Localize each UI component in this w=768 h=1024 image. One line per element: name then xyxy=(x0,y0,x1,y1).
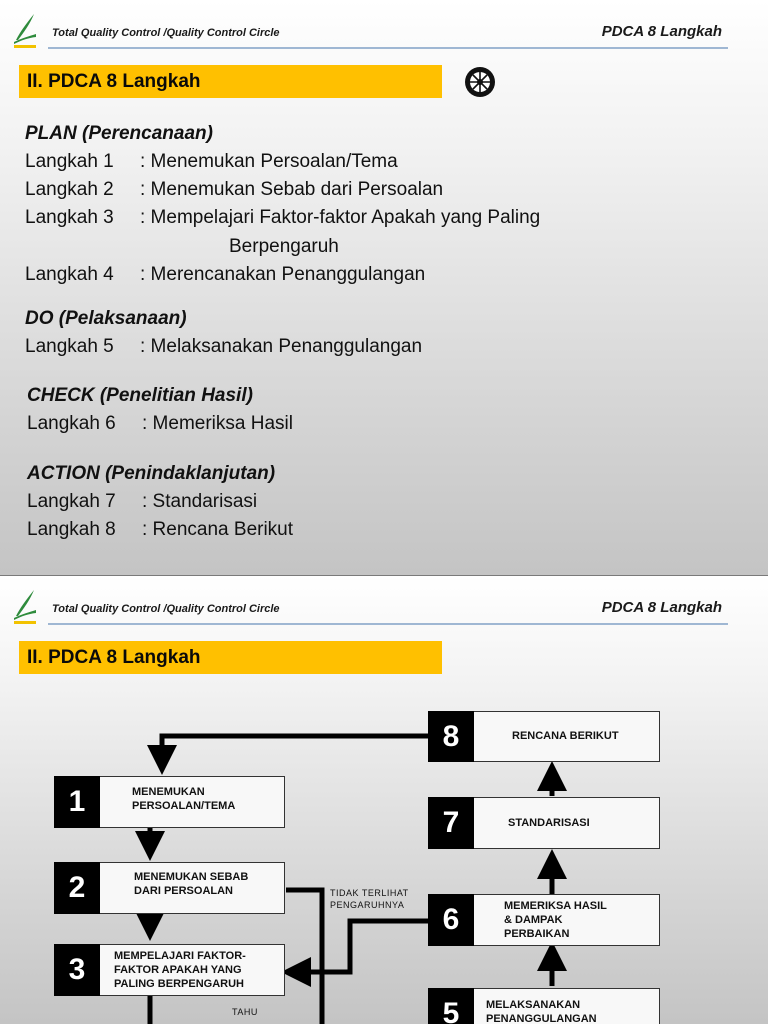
step-number-7: 7 xyxy=(428,797,474,849)
step-2 xyxy=(25,179,443,201)
step-label: Langkah 5 xyxy=(25,336,114,357)
header-divider xyxy=(48,47,728,49)
step-box-3-text: MEMPELAJARI FAKTOR- FAKTOR APAKAH YANG PALING BERPENGARUH xyxy=(114,950,246,990)
connector-2-right xyxy=(286,890,322,1024)
step-3 xyxy=(25,207,540,229)
header-left-title: Total Quality Control /Quality Control Circle xyxy=(52,603,280,615)
section-title: II. PDCA 8 Langkah xyxy=(19,641,442,674)
step-5 xyxy=(25,336,422,358)
step-4 xyxy=(25,264,425,286)
check-heading: CHECK (Penelitian Hasil) xyxy=(27,385,253,406)
step-7 xyxy=(27,491,257,513)
step-text: : Menemukan Sebab dari Persoalan xyxy=(140,179,444,200)
step-6 xyxy=(27,413,293,435)
arrow-8-to-1 xyxy=(162,736,430,760)
step-number-3: 3 xyxy=(54,944,100,996)
step-text: : Merencanakan Penanggulangan xyxy=(140,264,426,285)
company-logo-icon xyxy=(10,10,40,52)
step-box-8-text: RENCANA BERIKUT xyxy=(512,730,619,742)
step-number-6: 6 xyxy=(428,894,474,946)
step-label: Langkah 1 xyxy=(25,151,114,172)
step-text: : Melaksanakan Penanggulangan xyxy=(140,336,423,357)
step-number-8: 8 xyxy=(428,711,474,762)
step-box-7-text: STANDARISASI xyxy=(508,817,590,829)
pdca-wheel-icon xyxy=(464,66,496,98)
step-1 xyxy=(25,151,398,173)
step-label: Langkah 6 xyxy=(27,413,116,434)
step-box-2-text: MENEMUKAN SEBAB DARI PERSOALAN xyxy=(134,871,249,897)
step-8 xyxy=(27,519,293,541)
step-box-5-text: MELAKSANAKAN PENANGGULANGAN xyxy=(486,999,597,1024)
note-tidak-terlihat: TIDAK TERLIHAT PENGARUHNYA xyxy=(330,888,409,910)
step-text: : Menemukan Persoalan/Tema xyxy=(140,151,398,172)
step-label: Langkah 8 xyxy=(27,519,116,540)
step-text: : Mempelajari Faktor-faktor Apakah yang Paling xyxy=(140,207,541,228)
header-left-title: Total Quality Control /Quality Control Circle xyxy=(52,27,280,39)
step-text: : Standarisasi xyxy=(142,491,258,512)
step-box-6-text: MEMERIKSA HASIL & DAMPAK PERBAIKAN xyxy=(504,900,607,940)
step-number-1: 1 xyxy=(54,776,100,828)
action-heading: ACTION (Penindaklanjutan) xyxy=(27,463,276,484)
slide-pdca-diagram xyxy=(0,576,768,1024)
step-label: Langkah 7 xyxy=(27,491,116,512)
plan-heading: PLAN (Perencanaan) xyxy=(25,123,213,144)
step-label: Langkah 3 xyxy=(25,207,114,228)
section-title: II. PDCA 8 Langkah xyxy=(19,65,442,98)
step-text: : Rencana Berikut xyxy=(142,519,294,540)
note-tahu: TAHU xyxy=(232,1007,258,1017)
arrow-6-to-3 xyxy=(296,921,430,972)
step-label: Langkah 2 xyxy=(25,179,114,200)
step-3-continuation: Berpengaruh xyxy=(229,236,339,257)
step-number-5: 5 xyxy=(428,988,474,1024)
step-text: : Memeriksa Hasil xyxy=(142,413,293,434)
header-right-title: PDCA 8 Langkah xyxy=(601,23,722,40)
do-heading: DO (Pelaksanaan) xyxy=(25,308,187,329)
header-right-title: PDCA 8 Langkah xyxy=(601,599,722,616)
step-box-1-text: MENEMUKAN PERSOALAN/TEMA xyxy=(132,786,236,812)
step-label: Langkah 4 xyxy=(25,264,114,285)
step-number-2: 2 xyxy=(54,862,100,914)
